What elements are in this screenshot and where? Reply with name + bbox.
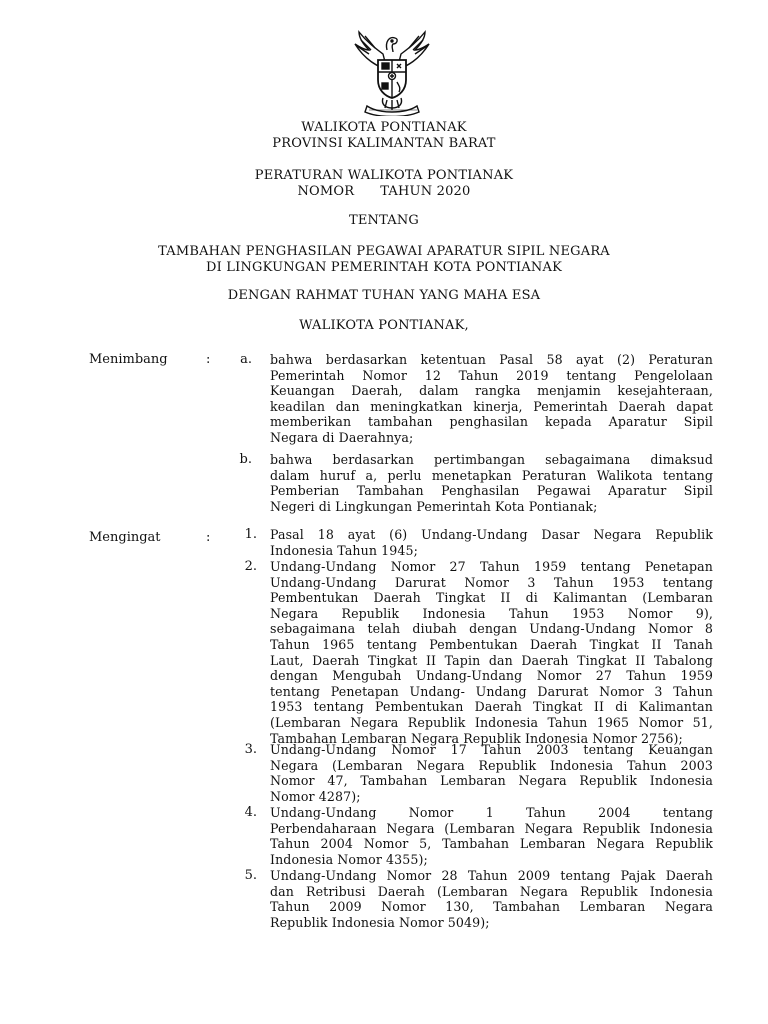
text-line: dan Retribusi Daerah (Lembaran Negara Republik Indonesia (270, 883, 713, 899)
text-line: Negeri di Lingkungan Pemerintah Kota Pontianak; (270, 498, 598, 514)
text-line: Nomor 4287); (270, 788, 361, 804)
text-line: Undang-Undang Nomor 17 Tahun 2003 tentang Keuangan (270, 742, 713, 757)
garuda-emblem-icon (347, 30, 437, 116)
authority-statement: WALIKOTA PONTIANAK, (299, 318, 469, 333)
mengingat-item-3 (270, 742, 713, 804)
text-line: Pembentukan Daerah Tingkat II di Kalimantan (Lembaran (270, 590, 713, 606)
mengingat-item-4 (270, 805, 713, 867)
mengingat-colon: : (206, 530, 211, 545)
text-line: Pemerintah Nomor 12 Tahun 2019 tentang Pengelolaan (270, 367, 713, 383)
text-line: Negara (Lembaran Negara Republik Indonesia Tahun 2003 (270, 757, 713, 773)
text-line: tentang Penetapan Undang- Undang Darurat Nomor 3 Tahun (270, 683, 713, 699)
text-line: Tahun 2004 Nomor 5, Tambahan Lembaran Negara Republik (270, 836, 713, 852)
menimbang-label: Menimbang (89, 352, 168, 367)
text-line: Perbendaharaan Negara (Lembaran Negara Republik Indonesia (270, 820, 713, 836)
text-line: Tahun 2009 Nomor 130, Tambahan Lembaran Negara (270, 899, 713, 915)
mengingat-marker-3: 3. (244, 742, 257, 757)
province-title: PROVINSI KALIMANTAN BARAT (272, 136, 496, 151)
text-line: bahwa berdasarkan ketentuan Pasal 58 ayat (2) Peraturan (270, 352, 713, 367)
text-line: bahwa berdasarkan pertimbangan sebagaimana dimaksud (270, 452, 713, 467)
text-line: Republik Indonesia Nomor 5049); (270, 914, 490, 930)
text-line: memberikan tambahan penghasilan kepada Aparatur Sipil (270, 414, 713, 430)
mengingat-marker-5: 5. (244, 868, 257, 883)
text-line: Undang-Undang Darurat Nomor 3 Tahun 1953 tentang (270, 574, 713, 590)
menimbang-marker-b: b. (239, 452, 252, 467)
grace-statement: DENGAN RAHMAT TUHAN YANG MAHA ESA (227, 288, 541, 303)
regulation-title: PERATURAN WALIKOTA PONTIANAK (254, 168, 514, 183)
mengingat-item-2 (270, 559, 713, 746)
mengingat-item-1 (270, 527, 713, 558)
menimbang-colon: : (206, 352, 211, 367)
menimbang-marker-a: a. (240, 352, 252, 367)
text-line: keadilan dan meningkatkan kinerja, Pemerintah Daerah dapat (270, 398, 713, 414)
text-line: Negara di Daerahnya; (270, 429, 414, 445)
text-line: Tahun 1965 tentang Pembentukan Daerah Tingkat II Tanah (270, 636, 713, 652)
text-line: Keuangan Daerah, dalam rangka menjamin kesejahteraan, (270, 383, 713, 399)
text-line: Undang-Undang Nomor 28 Tahun 2009 tentang Pajak Daerah (270, 868, 713, 883)
text-line: 1953 tentang Pembentukan Daerah Tingkat II di Kalimantan (270, 699, 713, 715)
text-line: (Lembaran Negara Republik Indonesia Tahun 1965 Nomor 51, (270, 714, 713, 730)
text-line: dengan Mengubah Undang-Undang Nomor 27 Tahun 1959 (270, 668, 713, 684)
text-line: Undang-Undang Nomor 1 Tahun 2004 tentang (270, 805, 713, 820)
regulation-number: NOMOR TAHUN 2020 (297, 184, 471, 199)
text-line: Nomor 47, Tambahan Lembaran Negara Republik Indonesia (270, 773, 713, 789)
mengingat-label: Mengingat (89, 530, 161, 545)
text-line: Negara Republik Indonesia Tahun 1953 Nomor 9), (270, 605, 713, 621)
mengingat-marker-4: 4. (244, 805, 257, 820)
subject-line-2: DI LINGKUNGAN PEMERINTAH KOTA PONTIANAK (206, 260, 562, 275)
menimbang-item-b (270, 452, 713, 514)
text-line: Indonesia Tahun 1945; (270, 542, 418, 558)
text-line: Pemberian Tambahan Penghasilan Pegawai Aparatur Sipil (270, 483, 713, 499)
mengingat-item-5 (270, 868, 713, 930)
about-heading: TENTANG (348, 213, 420, 228)
text-line: Pasal 18 ayat (6) Undang-Undang Dasar Negara Republik (270, 527, 713, 542)
text-line: Indonesia Nomor 4355); (270, 851, 428, 867)
text-line: Laut, Daerah Tingkat II Tapin dan Daerah Tingkat II Tabalong (270, 652, 713, 668)
mengingat-marker-2: 2. (244, 559, 257, 574)
text-line: Tambahan Lembaran Negara Republik Indonesia Nomor 2756); (270, 730, 683, 746)
menimbang-item-a (270, 352, 713, 446)
issuer-title: WALIKOTA PONTIANAK (301, 120, 467, 135)
text-line: dalam huruf a, perlu menetapkan Peraturan Walikota tentang (270, 467, 713, 483)
text-line: sebagaimana telah diubah dengan Undang-Undang Nomor 8 (270, 621, 713, 637)
text-line: Undang-Undang Nomor 27 Tahun 1959 tentang Penetapan (270, 559, 713, 574)
subject-line-1: TAMBAHAN PENGHASILAN PEGAWAI APARATUR SIPIL NEGARA (158, 244, 610, 259)
mengingat-marker-1: 1. (244, 527, 257, 542)
